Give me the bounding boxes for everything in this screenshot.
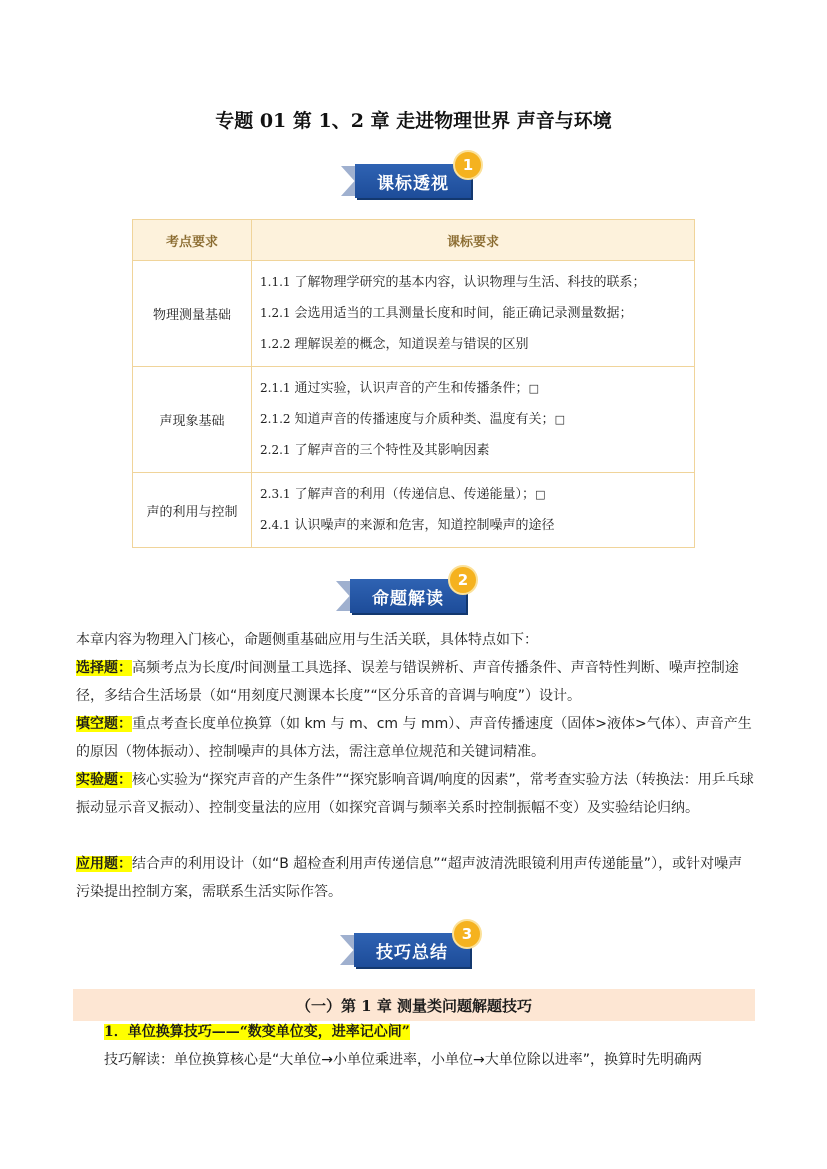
document-title: 专题 01 第 1、2 章 走进物理世界 声音与环境 [215,110,612,132]
tip-explanation: 技巧解读：单位换算核心是“大单位→小单位乘进率，小单位→大单位除以进率”，换算时先明确两 [104,1052,702,1068]
section-number-badge: 3 [452,919,482,949]
requirement-item: 2.1.1 通过实验，认识声音的产生和传播条件；□ [260,381,539,396]
point-text: 高频考点为长度/时间测量工具选择、误差与错误辨析、声音传播条件、声音特性判断、噪声控制途径，多结合生活场景（如“用刻度尺测课本长度”“区分乐音的音调与响度”）设计。 [76,660,739,704]
point-label: 实验题： [76,772,132,788]
section-banner-2 [336,573,486,619]
section-banner-3 [340,927,490,973]
checkbox-glyph: □ [554,413,565,426]
point-text: 核心实验为“探究声音的产生条件”“探究影响音调/响度的因素”，常考查实验方法（转换法：用乒乓球振动显示音叉振动）、控制变量法的应用（如探究音调与频率关系时控制振幅不变）及实验结论归纳。 [76,772,754,816]
requirement-cell [252,367,695,473]
requirement-item: 2.3.1 了解声音的利用（传递信息、传递能量）；□ [260,487,546,502]
point-label: 选择题： [76,660,132,676]
category-cell: 声现象基础 [133,367,252,473]
requirement-item: 1.2.2 理解误差的概念，知道误差与错误的区别 [260,337,529,352]
point-paragraph [76,710,754,766]
category-cell: 物理测量基础 [133,261,252,367]
point-paragraph [76,850,754,906]
checkbox-glyph: □ [535,488,546,501]
point-text: 重点考查长度单位换算（如 km 与 m、cm 与 mm）、声音传播速度（固体>液体>气体）、声音产生的原因（物体振动）、控制噪声的具体方法，需注意单位规范和关键词精准。 [76,716,752,760]
category-cell: 声的利用与控制 [133,473,252,548]
point-paragraph [76,654,754,710]
header-cell: 考点要求 [133,220,252,261]
requirement-item: 2.2.1 了解声音的三个特性及其影响因素 [260,443,490,458]
point-label: 应用题： [76,856,132,872]
curriculum-table [132,219,695,548]
chapter-heading: （一）第 1 章 测量类问题解题技巧 [73,989,755,1021]
requirement-item: 2.4.1 认识噪声的来源和危害，知道控制噪声的途径 [260,518,555,533]
tip-title-text: 1．单位换算技巧——“数变单位变，进率记心间” [104,1024,410,1040]
requirement-item: 1.2.1 会选用适当的工具测量长度和时间，能正确记录测量数据； [260,306,633,321]
section-number-badge: 1 [453,150,483,180]
intro-paragraph: 本章内容为物理入门核心，命题侧重基础应用与生活关联，具体特点如下： [76,632,538,648]
point-text: 结合声的利用设计（如“B 超检查利用声传递信息”“超声波清洗眼镜利用声传递能量”），或针对噪声污染提出控制方案，需联系生活实际作答。 [76,856,743,900]
section-banner-1 [341,158,491,204]
header-cell: 课标要求 [252,220,695,261]
requirement-item: 2.1.2 知道声音的传播速度与介质种类、温度有关；□ [260,412,565,427]
banner-label: 课标透视 [355,164,471,198]
banner-label: 技巧总结 [354,933,470,967]
banner-label: 命题解读 [350,579,466,613]
table-header-row [133,220,695,261]
section-number-badge: 2 [448,565,478,595]
requirement-cell [252,261,695,367]
checkbox-glyph: □ [528,382,539,395]
point-label: 填空题： [76,716,132,732]
table-row [133,261,695,367]
point-paragraph [76,766,754,822]
requirement-cell [252,473,695,548]
table-row [133,473,695,548]
table-row [133,367,695,473]
requirement-item: 1.1.1 了解物理学研究的基本内容，认识物理与生活、科技的联系； [260,275,646,290]
tip-title [104,1019,410,1045]
